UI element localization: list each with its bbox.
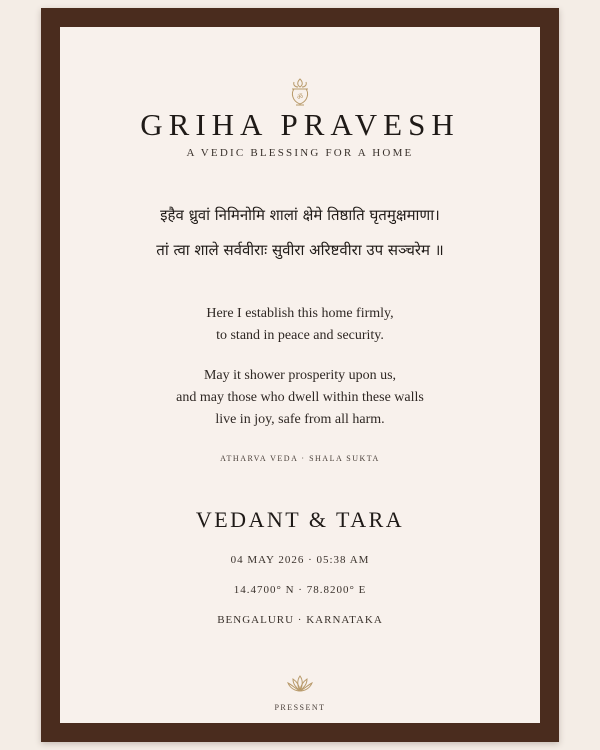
picture-frame	[41, 8, 559, 742]
sanskrit-line: तां त्वा शाले सर्ववीराः सुवीरा अरिष्टवीरा उप सञ्चरेम ॥	[156, 241, 444, 259]
couple-names: VEDANT & TARA	[195, 507, 405, 532]
translation-line: May it shower prosperity upon us,	[203, 368, 397, 383]
translation-line: live in joy, safe from all harm.	[215, 412, 385, 427]
page-subtitle: A VEDIC BLESSING FOR A HOME	[186, 147, 414, 159]
verse-source: ATHARVA VEDA · SHALA SUKTA	[220, 454, 380, 463]
translation-line: to stand in peace and security.	[216, 328, 384, 343]
kalash-om-icon	[60, 77, 540, 107]
page-title: GRIHA PRAVESH	[140, 107, 460, 142]
sanskrit-line: इहैव ध्रुवां निमिनोमि शालां क्षेमे तिष्ठाति घृतमुक्षमाणा।	[160, 206, 440, 224]
lotus-icon	[60, 674, 540, 696]
print-paper	[60, 27, 540, 723]
translation-line: and may those who dwell within these walls	[176, 390, 424, 405]
brand-footer: PRESSENT	[274, 703, 326, 712]
translation-line: Here I establish this home firmly,	[206, 306, 394, 321]
svg-text:ॐ: ॐ	[296, 93, 304, 101]
date-time: 04 MAY 2026 · 05:38 AM	[230, 554, 370, 566]
location: BENGALURU · KARNATAKA	[217, 614, 383, 626]
coordinates: 14.4700° N · 78.8200° E	[233, 584, 367, 596]
